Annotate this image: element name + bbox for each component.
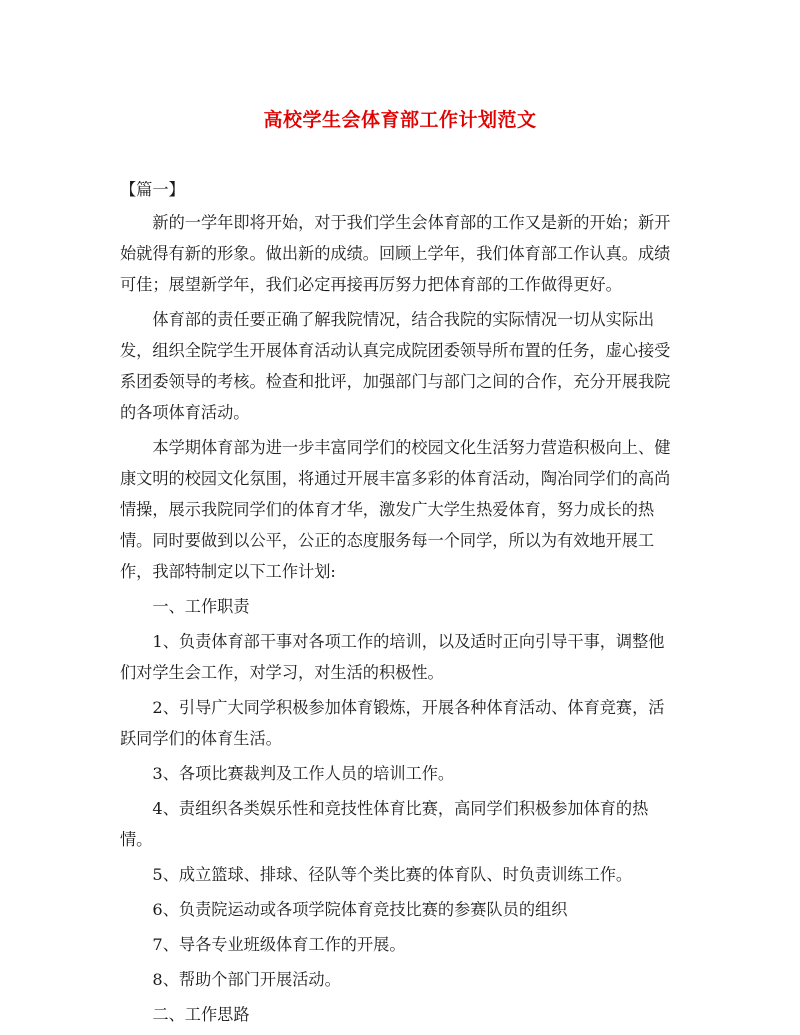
section-label: 【篇一】 (120, 180, 185, 199)
paragraph-responsibility: 体育部的责任要正确了解我院情况，结合我院的实际情况一切从实际出发，组织全院学生开展体育活动认真完成院团委领导所布置的任务，虚心接受系团委领导的考核。检查和批评，加强部门与部门之间的合作，充分开展我院的各项体育活动。 (120, 310, 671, 422)
section-heading-approach: 二、工作思路 (152, 1005, 250, 1024)
document-body (120, 174, 680, 1030)
duty-item: 6、负责院运动或各项学院体育竞技比赛的参赛队员的组织 (152, 900, 568, 919)
section-heading-duties: 一、工作职责 (152, 597, 250, 616)
paragraph-intro: 新的一学年即将开始，对于我们学生会体育部的工作又是新的开始；新开始就得有新的形象。做出新的成绩。回顾上学年，我们体育部工作认真。成绩可佳；展望新学年，我们必定再接再厉努力把体育部的工作做得更好。 (120, 213, 671, 294)
duty-item: 1、负责体育部干事对各项工作的培训，以及适时正向引导干事，调整他们对学生会工作，对学习，对生活的积极性。 (120, 632, 665, 682)
paragraph-plan-intro: 本学期体育部为进一步丰富同学们的校园文化生活努力营造积极向上、健康文明的校园文化氛围，将通过开展丰富多彩的体育活动，陶冶同学们的高尚情操，展示我院同学们的体育才华，激发广大学生热爱体育，努力成长的热情。同时要做到以公平，公正的态度服务每一个同学，所以为有效地开展工作，我部特制定以下工作计划: (120, 438, 671, 581)
duty-item: 4、责组织各类娱乐性和竞技性体育比赛，高同学们积极参加体育的热情。 (120, 799, 649, 849)
duty-item: 8、帮助个部门开展活动。 (152, 970, 341, 989)
duty-item: 5、成立篮球、排球、径队等个类比赛的体育队、时负责训练工作。 (152, 865, 633, 884)
duty-item: 2、引导广大同学积极参加体育锻炼，开展各种体育活动、体育竞赛，活跃同学们的体育生活。 (120, 698, 665, 748)
duty-item: 7、导各专业班级体育工作的开展。 (152, 935, 406, 954)
document-title: 高校学生会体育部工作计划范文 (263, 109, 537, 131)
duty-item: 3、各项比赛裁判及工作人员的培训工作。 (152, 764, 455, 783)
